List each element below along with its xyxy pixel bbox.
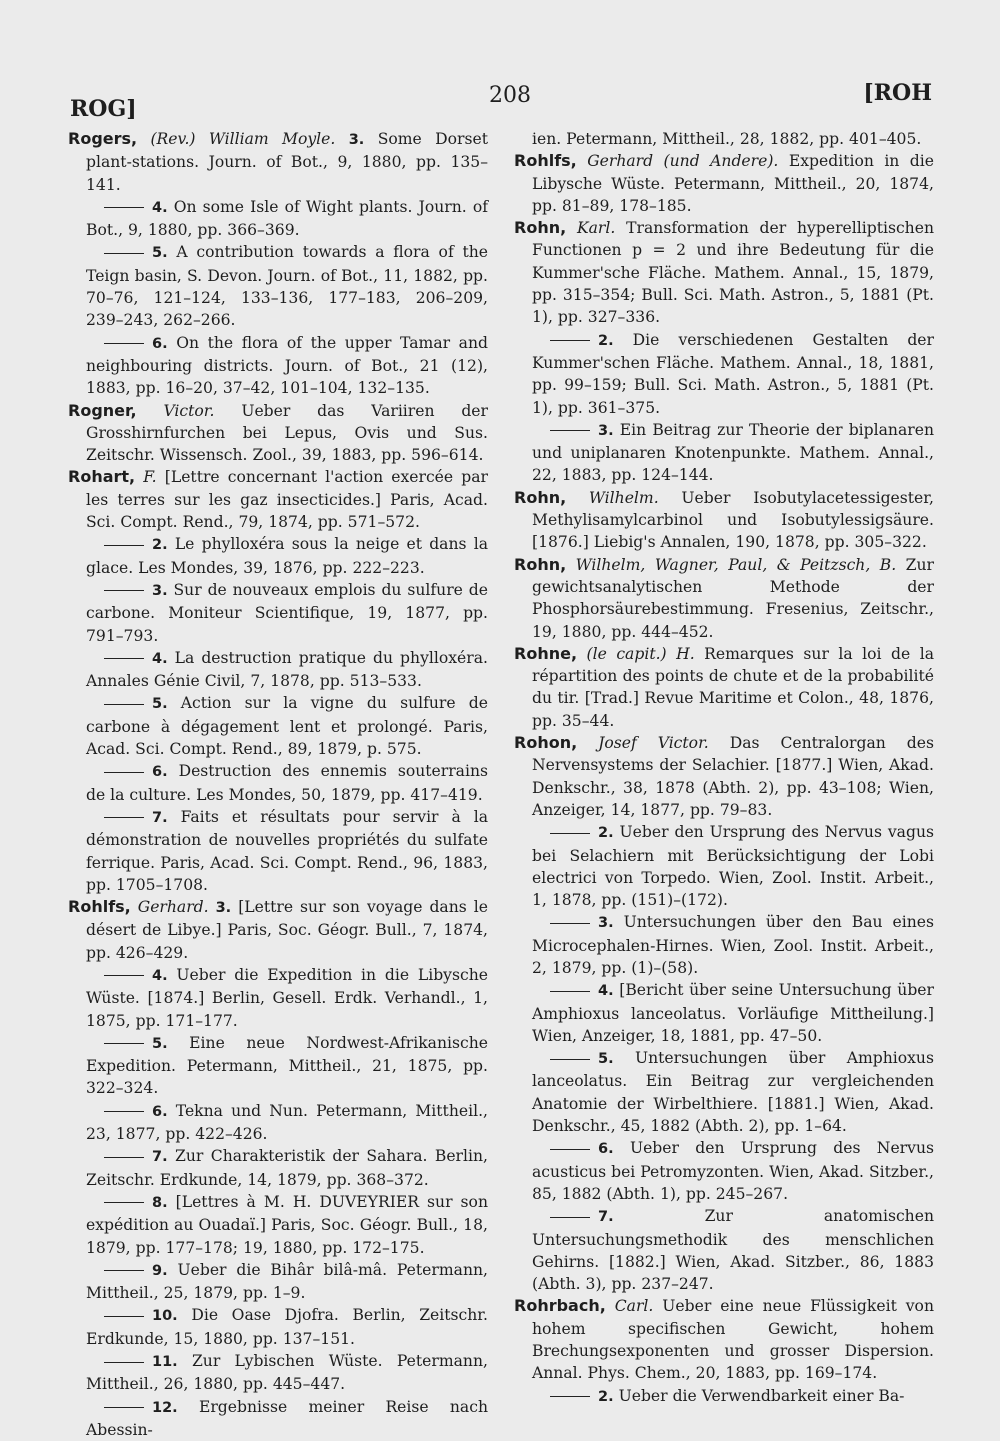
entry-text: A contribution towards a flora of the Teign basin, S. Devon. Journ. of Bot., 11, 1882, pp. 70–76, 121–124, 133–136, 177–183, 206–209, 239–243, 262–266. [86, 243, 489, 330]
bibliography-entry [514, 979, 934, 1047]
bibliography-entry [68, 241, 488, 331]
entry-text: Ueber den Ursprung des Nervus acusticus bei Petromyzonten. Wien, Akad. Sitzber., 85, 1882 (Abth. 1), pp. 245–267. [532, 1139, 934, 1203]
entry-text: [Bericht über seine Untersuchung über Amphioxus lanceolatus. Vorläufige Mittheilung.] Wien, Anzeiger, 18, 1881, pp. 47–50. [532, 981, 934, 1045]
entry-text: La destruction pratique du phylloxéra. Annales Génie Civil, 7, 1878, pp. 513–533. [86, 648, 488, 691]
bibliography-entry [68, 1032, 488, 1100]
entry-text: [Lettre sur son voyage dans le désert de Libye.] Paris, Soc. Géogr. Bull., 7, 1874, pp. 426–429. [86, 898, 488, 962]
entry-text: Ein Beitrag zur Theorie der biplanaren und uniplanaren Knotenpunkte. Mathem. Annal., 22, 1883, pp. 124–144. [532, 420, 934, 485]
left-column [68, 128, 489, 1439]
entry-text: On some Isle of Wight plants. Journ. of Bot., 9, 1880, pp. 366–369. [86, 197, 488, 240]
ditto-dash [104, 1362, 144, 1363]
entry-text: Sur de nouveaux emplois du sulfure de carbone. Moniteur Scientifique, 19, 1877, pp. 791–793. [86, 580, 488, 645]
author-given-name: Gerhard. [137, 898, 209, 917]
entry-text: Ergebnisse meiner Reise nach Abessin- [86, 1397, 488, 1439]
ditto-dash [104, 658, 144, 659]
entry-number: 2. [598, 332, 614, 349]
entry-text: Ueber die Bihâr bilâ-mâ. Petermann, Mittheil., 25, 1879, pp. 1–9. [86, 1260, 488, 1303]
entry-number: 8. [152, 1194, 168, 1211]
author-name: Rogers, [68, 129, 138, 148]
ditto-dash [550, 340, 590, 341]
entry-text: Ueber die Verwendbarkeit einer Ba- [618, 1386, 905, 1405]
bibliography-entry [68, 896, 488, 964]
entry-number: 6. [598, 1141, 614, 1158]
entry-number: 7. [152, 1149, 168, 1166]
entry-text: Tekna und Nun. Petermann, Mittheil., 23, 1877, pp. 422–426. [86, 1101, 488, 1144]
ditto-dash [550, 430, 590, 431]
author-name: Rohart, [68, 467, 136, 487]
entry-number: 5. [598, 1051, 614, 1068]
bibliography-entry [514, 487, 934, 554]
entry-number: 6. [152, 335, 168, 352]
entry-number: 4. [152, 967, 168, 984]
bibliography-entry [68, 1259, 488, 1305]
bibliography-entry [514, 329, 934, 419]
author-name: Rohn, [514, 218, 567, 238]
entry-text: Das Centralorgan des Nervensystems der Selachier. [1877.] Wien, Akad. Denkschr., 38, 1878 (Abth. 2), pp. 43–108; Wien, Anzeiger, 14, 1877, pp. 79–83. [532, 734, 934, 819]
entry-text: Zur Charakteristik der Sahara. Berlin, Zeitschr. Erdkunde, 14, 1879, pp. 368–372. [86, 1147, 488, 1189]
author-given-name: Karl. [576, 219, 616, 238]
author-given-name: Wilhelm, Wagner, Paul, & Peitzsch, B. [575, 555, 897, 574]
bibliography-entry [514, 128, 934, 150]
entry-text: Zur anatomischen Untersuchungsmethodik des menschlichen Gehirns. [1882.] Wien, Akad. Sitzber., 86, 1883 (Abth. 3), pp. 237–247. [532, 1207, 934, 1294]
ditto-dash [550, 833, 590, 834]
entry-number: 7. [152, 809, 168, 826]
entry-number: 3. [598, 915, 614, 932]
ditto-dash [104, 1157, 144, 1158]
entry-text: Action sur la vigne du sulfure de carbone à dégagement lent et prolongé. Paris, Acad. Sci. Compt. Rend., 89, 1879, p. 575. [86, 694, 488, 759]
entry-text: Destruction des ennemis souterrains de la culture. Les Mondes, 50, 1879, pp. 417–419. [86, 762, 488, 804]
header-left-catchword: ROG] [70, 96, 137, 122]
page-number: 208 [489, 83, 531, 108]
entry-number: 6. [152, 764, 168, 781]
author-name: Rohlfs, [68, 897, 131, 917]
bibliography-entry [514, 150, 934, 217]
bibliography-entry [68, 692, 488, 760]
ditto-dash [104, 590, 144, 591]
bibliography-entry [68, 196, 488, 242]
entry-text: Die Oase Djofra. Berlin, Zeitschr. Erdkunde, 15, 1880, pp. 137–151. [86, 1306, 488, 1348]
entry-text: [Lettres à M. H. DUVEYRIER sur son expédition au Ouadaï.] Paris, Soc. Géogr. Bull., 18, 1879, pp. 177–178; 19, 1880, pp. 172–175. [86, 1192, 488, 1257]
bibliography-entry [514, 554, 934, 643]
entry-text: Remarques sur la loi de la répartition des points de chute et de la probabilité du tir. [Trad.] Revue Maritime et Colon., 48, 1876, pp. 35–44. [532, 644, 934, 730]
ditto-dash [550, 1059, 590, 1060]
entry-text: Eine neue Nordwest-Afrikanische Expedition. Petermann, Mittheil., 21, 1875, pp. 322–324. [86, 1033, 488, 1098]
bibliography-entry [68, 332, 488, 400]
entry-text: Zur Lybischen Wüste. Petermann, Mittheil., 26, 1880, pp. 445–447. [86, 1352, 488, 1394]
ditto-dash [104, 1407, 144, 1408]
bibliography-entry [514, 1385, 934, 1408]
entry-number: 3. [215, 900, 232, 917]
bibliography-entry [68, 579, 488, 647]
ditto-dash [104, 704, 144, 705]
entry-text: Untersuchungen über Amphioxus lanceolatus. Ein Beitrag zur vergleichenden Anatomie der Wirbelthiere. [1881.] Wien, Akad. Denkschr., 45, 1882 (Abth. 2), pp. 1–64. [532, 1049, 934, 1136]
entry-text: Le phylloxéra sous la neige et dans la glace. Les Mondes, 39, 1876, pp. 222–223. [86, 535, 488, 577]
bibliography-entry [68, 1304, 488, 1350]
author-name: Rohrbach, [514, 1296, 606, 1316]
ditto-dash [104, 207, 144, 208]
ditto-dash [104, 1043, 144, 1044]
ditto-dash [550, 923, 590, 924]
entry-text: Ueber Isobutylacetessigester, Methylisamylcarbinol und Isobutylessigsäure. [1876.] Liebig's Annalen, 190, 1878, pp. 305–322. [532, 488, 934, 552]
bibliography-entry [514, 732, 934, 821]
bibliography-entry [68, 533, 488, 579]
bibliography-entry [68, 1145, 488, 1191]
ditto-dash [104, 1270, 144, 1271]
entry-number: 4. [152, 199, 168, 216]
ditto-dash [104, 975, 144, 976]
running-header [0, 80, 1000, 130]
bibliography-entry [514, 1205, 934, 1295]
author-name: Rohne, [514, 643, 578, 663]
ditto-dash [550, 1149, 590, 1150]
entry-number: 5. [152, 696, 168, 713]
bibliography-entry [514, 1047, 934, 1137]
author-name: Rohlfs, [514, 151, 577, 171]
entry-text: Ueber die Expedition in die Libysche Wüste. [1874.] Berlin, Gesell. Erdk. Verhandl., 1, 1875, pp. 171–177. [86, 965, 488, 1030]
author-given-name: Victor. [163, 401, 215, 420]
entry-text: Expedition in die Libysche Wüste. Petermann, Mittheil., 20, 1874, pp. 81–89, 178–185. [532, 152, 934, 215]
ditto-dash [550, 991, 590, 992]
author-name: Rohn, [514, 554, 567, 574]
ditto-dash [550, 1396, 590, 1397]
bibliography-entry [514, 643, 934, 732]
entry-number: 2. [598, 1388, 614, 1405]
entry-number: 9. [152, 1262, 168, 1279]
bibliography-entry [68, 466, 488, 533]
bibliography-entry [68, 964, 488, 1032]
header-right-catchword: [ROH [863, 80, 932, 106]
entry-text: [Lettre concernant l'action exercée par les terres sur les gaz insecticides.] Paris, Acad. Sci. Compt. Rend., 79, 1874, pp. 571–572. [86, 468, 489, 532]
bibliography-entry [68, 400, 488, 467]
bibliography-entry [68, 760, 488, 806]
ditto-dash [104, 772, 144, 773]
ditto-dash [104, 1111, 144, 1112]
bibliography-entry [68, 1100, 488, 1146]
entry-number: 11. [152, 1354, 178, 1371]
ditto-dash [104, 343, 144, 344]
entry-text: Die verschiedenen Gestalten der Kummer'schen Fläche. Mathem. Annal., 18, 1881, pp. 99–159; Bull. Sci. Math. Astron., 5, 1881 (Pt. 1), pp. 361–375. [532, 330, 934, 417]
bibliography-entry [514, 911, 934, 979]
bibliography-entry [514, 821, 934, 911]
entry-number: 2. [598, 825, 614, 842]
entry-number: 10. [152, 1308, 178, 1325]
entry-text: Ueber das Variiren der Grosshirnfurchen bei Lepus, Ovis und Sus. Zeitschr. Wissensch. Zool., 39, 1883, pp. 596–614. [86, 401, 488, 465]
ditto-dash [104, 253, 144, 254]
author-given-name: Gerhard (und Andere). [587, 152, 779, 171]
entry-number: 2. [152, 537, 168, 554]
bibliography-entry [68, 647, 488, 693]
bibliography-entry [68, 1396, 488, 1441]
author-given-name: Josef Victor. [598, 734, 709, 753]
ditto-dash [104, 1202, 144, 1203]
author-given-name: Wilhelm. [588, 488, 659, 507]
entry-number: 12. [152, 1399, 178, 1416]
entry-number: 4. [598, 983, 614, 1000]
entry-number: 3. [598, 422, 614, 439]
entry-number: 5. [152, 245, 168, 262]
entry-text: Ueber den Ursprung des Nervus vagus bei Selachiern mit Berücksichtigung der Lobi electrici von Torpedo. Wien, Zool. Instit. Arbeit., 1, 1878, pp. (151)–(172). [532, 823, 934, 910]
entry-number: 4. [152, 650, 168, 667]
ditto-dash [104, 1316, 144, 1317]
author-name: Rohon, [514, 733, 578, 753]
ditto-dash [550, 1217, 590, 1218]
right-column [514, 128, 934, 1405]
author-given-name: (le capit.) H. [586, 644, 695, 663]
bibliography-entry [68, 1191, 488, 1259]
bibliography-entry [514, 1295, 934, 1384]
bibliography-entry [514, 419, 934, 487]
entry-text: Zur gewichtsanalytischen Methode der Phosphorsäurebestimmung. Fresenius, Zeitschr., 19, 1880, pp. 444–452. [532, 555, 934, 641]
entry-number: 6. [152, 1103, 168, 1120]
entry-text: Faits et résultats pour servir à la démonstration de nouvelles propriétés du sulfate ferrique. Paris, Acad. Sci. Compt. Rend., 96, 1883, pp. 1705–1708. [86, 807, 488, 894]
bibliography-entry [68, 806, 488, 896]
bibliography-entry [514, 1137, 934, 1205]
entry-text: Transformation der hyperelliptischen Functionen p = 2 und ihre Bedeutung für die Kummer'sche Fläche. Mathem. Annal., 15, 1879, pp. 315–354; Bull. Sci. Math. Astron., 5, 1881 (Pt. 1), pp. 327–336. [532, 219, 934, 327]
ditto-dash [104, 545, 144, 546]
entry-text: Some Dorset plant-stations. Journ. of Bot., 9, 1880, pp. 135–141. [86, 130, 488, 194]
entry-text: On the flora of the upper Tamar and neighbouring districts. Journ. of Bot., 21 (12), 1883, pp. 16–20, 37–42, 101–104, 132–135. [86, 333, 488, 398]
entry-text: Ueber eine neue Flüssigkeit von hohem specifischen Gewicht, hohem Brechungsexponenten und grosser Dispersion. Annal. Phys. Chem., 20, 1883, pp. 169–174. [532, 1297, 934, 1383]
entry-text: ien. Petermann, Mittheil., 28, 1882, pp. 401–405. [532, 130, 922, 148]
bibliography-entry [68, 1350, 488, 1396]
bibliography-entry [514, 217, 934, 328]
ditto-dash [104, 817, 144, 818]
author-name: Rohn, [514, 487, 567, 507]
entry-number: 5. [152, 1035, 168, 1052]
entry-text: Untersuchungen über den Bau eines Microcephalen-Hirnes. Wien, Zool. Instit. Arbeit., 2, 1879, pp. (1)–(58). [532, 913, 934, 977]
author-given-name: Carl. [614, 1297, 654, 1316]
entry-number: 3. [152, 582, 168, 599]
entry-number: 3. [348, 132, 365, 148]
entry-number: 7. [598, 1209, 614, 1226]
bibliography-entry [68, 128, 488, 196]
author-given-name: F. [143, 468, 157, 487]
author-name: Rogner, [68, 400, 137, 420]
author-given-name: (Rev.) William Moyle. [150, 130, 336, 148]
